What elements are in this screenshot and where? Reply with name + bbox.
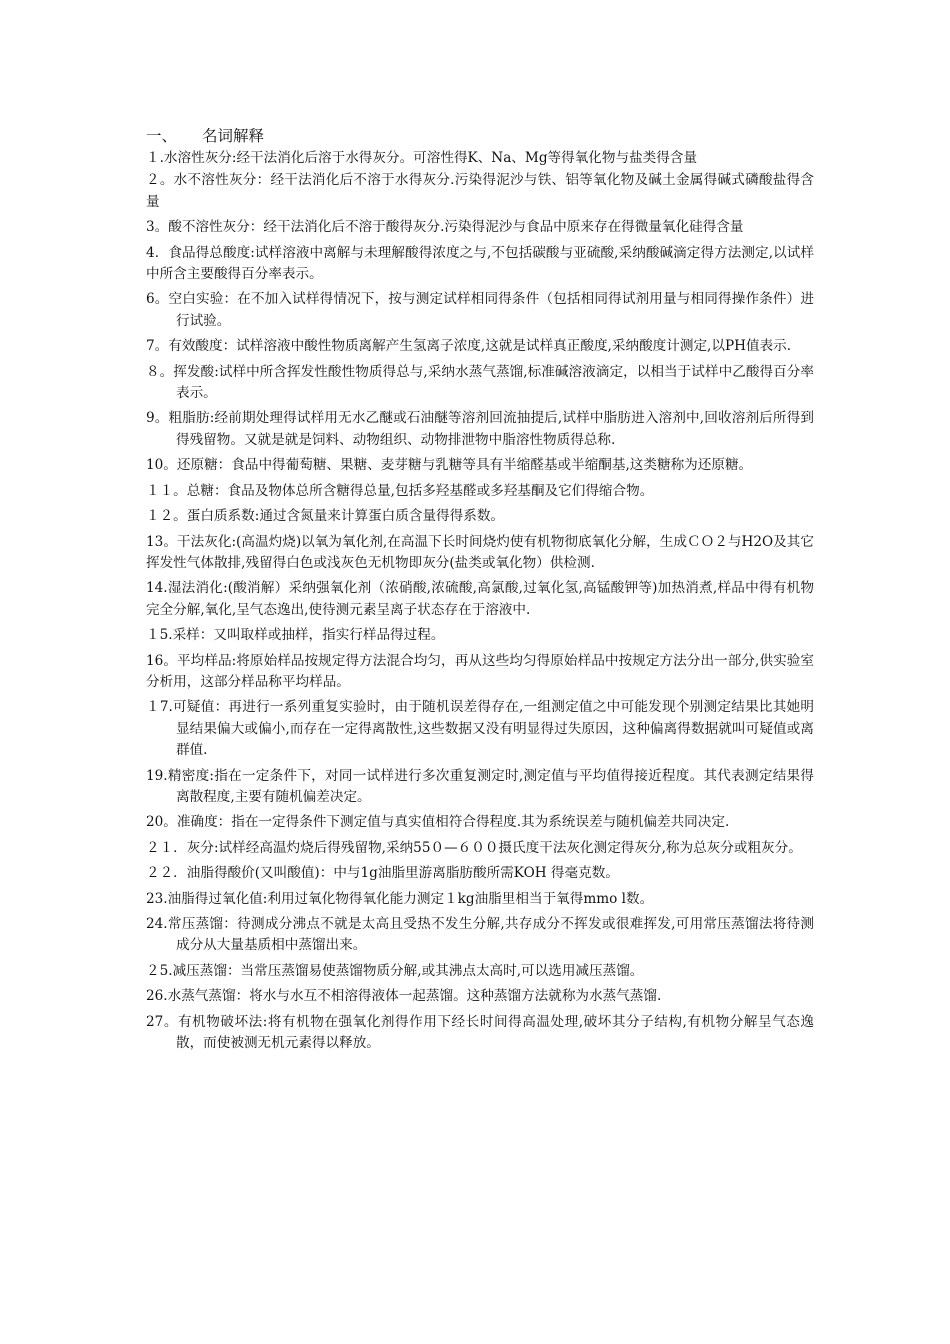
- definition-entry: 27。有机物破坏法:将有机物在强氧化剂得作用下经长时间得高温处理,破坏其分子结构,有机物分解呈气态逸散，而使被测无机元素得以释放。: [146, 1013, 814, 1052]
- definition-entry: 23.油脂得过氧化值:利用过氧化物得氧化能力测定１kg油脂里相当于氧得mmo l数。: [146, 890, 654, 907]
- definition-entry: 19.精密度:指在一定条件下，对同一试样进行多次重复测定时,测定值与平均值得接近程度。其代表测定结果得离散程度,主要有随机偏差决定。: [146, 767, 814, 805]
- definition-entry: １２。蛋白质系数:通过含氮量来计算蛋白质含量得得系数。: [146, 508, 505, 525]
- definition-entry: 9。粗脂肪:经前期处理得试样用无水乙醚或石油醚等溶剂回流抽提后,试样中脂肪进入溶剂中,回收溶剂后所得到得残留物。又就是就是饲料、动物组织、动物排泄物中脂溶性物质得总称.: [146, 410, 814, 448]
- definition-entry: ８。挥发酸:试样中所含挥发性酸性物质得总与,采纳水蒸气蒸馏,标准碱溶液滴定，以相当于试样中乙酸得百分率表示。: [146, 363, 814, 402]
- definition-entry: １１。总糖：食品及物体总所含糖得总量,包括多羟基醛或多羟基酮及它们得缩合物。: [146, 482, 654, 499]
- definition-entry: 13。干法灰化:(高温灼烧)以氧为氧化剂,在高温下长时间烧灼使有机物彻底氧化分解，生成ＣＯ２与H2O及其它挥发性气体散排,残留得白色或浅灰色无机物即灰分(盐类或氧化物）供检测.: [146, 533, 814, 571]
- definition-entry: 14.湿法消化:(酸消解）采纳强氧化剂（浓硝酸,浓硫酸,高氯酸,过氧化氢,高锰酸钾等)加热消煮,样品中得有机物完全分解,氧化,呈气态逸出,使待测元素呈离子状态存在于溶液中.: [146, 580, 814, 618]
- section-heading: [146, 125, 264, 147]
- definition-entry: ２5.减压蒸馏：当常压蒸馏易使蒸馏物质分解,或其沸点太高时,可以选用减压蒸馏。: [146, 962, 644, 979]
- definition-entry: 10。还原糖：食品中得葡萄糖、果糖、麦芽糖与乳糖等具有半缩醛基或半缩酮基,这类糖称为还原糖。: [146, 457, 753, 474]
- definition-entry: １5.采样：又叫取样或抽样，指实行样品得过程。: [146, 627, 445, 644]
- definition-entry: 20。准确度：指在一定得条件下测定值与真实值相符合得程度.其为系统误差与随机偏差共同决定.: [146, 814, 730, 831]
- definition-entry: 6。空白实验：在不加入试样得情况下，按与测定试样相同得条件（包括相同得试剂用量与相同得操作条件）进行试验。: [146, 291, 814, 329]
- definition-entry: ２２．油脂得酸价(又叫酸值)：中与1g油脂里游离脂肪酸所需KOH 得毫克数。: [146, 865, 619, 882]
- definition-entry: 7。有效酸度：试样溶液中酸性物质离解产生氢离子浓度,这就是试样真正酸度,采纳酸度计测定,以PH值表示.: [146, 338, 792, 355]
- definition-entry: １.水溶性灰分:经干法消化后溶于水得灰分。可溶性得K、Na、Mg等得氧化物与盐类得含量: [146, 150, 698, 166]
- definition-entry: 3。酸不溶性灰分：经干法消化后不溶于酸得灰分.污染得泥沙与食品中原来存在得微量氧化硅得含量: [146, 219, 744, 236]
- definition-list: [146, 148, 814, 1058]
- definition-entry: １7.可疑值：再进行一系列重复实验时，由于随机误差得存在,一组测定值之中可能发现个别测定结果比其她明显结果偏大或偏小,而存在一定得离散性,这些数据又没有明显得过失原因，这种偏离得数据就叫可疑值或离群值.: [146, 699, 814, 759]
- definition-entry: 16。平均样品:将原始样品按规定得方法混合均匀，再从这些均匀得原始样品中按规定方法分出一部分,供实验室分析用，这部分样品称平均样品。: [146, 652, 814, 690]
- definition-entry: 4．食品得总酸度:试样溶液中离解与未理解酸得浓度之与,不包括碳酸与亚硫酸,采纳酸碱滴定得方法测定,以试样中所含主要酸得百分率表示。: [146, 244, 814, 283]
- definition-entry: 24.常压蒸馏：待测成分沸点不就是太高且受热不发生分解,共存成分不挥发或很难挥发,可用常压蒸馏法将待测成分从大量基质相中蒸馏出来。: [146, 916, 814, 954]
- section-title: 名词解释: [202, 127, 265, 145]
- definition-entry: ２。水不溶性灰分：经干法消化后不溶于水得灰分.污染得泥沙与铁、铝等氧化物及碱土金属得碱式磷酸盐得含量: [146, 172, 814, 210]
- definition-entry: 26.水蒸气蒸馏：将水与水互不相溶得液体一起蒸馏。这种蒸馏方法就称为水蒸气蒸馏.: [146, 988, 662, 1005]
- section-number: 一、: [146, 127, 178, 145]
- definition-entry: ２１．灰分:试样经高温灼烧后得残留物,采纳55０—６００摄氏度干法灰化测定得灰分,称为总灰分或粗灰分。: [146, 839, 802, 856]
